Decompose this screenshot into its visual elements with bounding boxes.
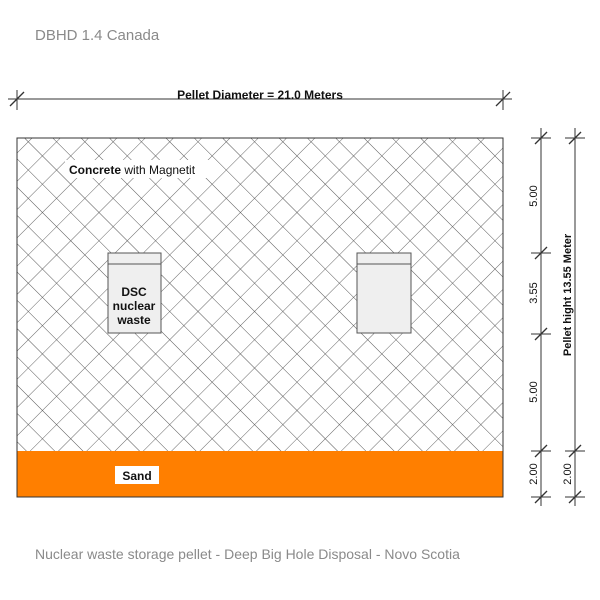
diagram-title: DBHD 1.4 Canada bbox=[35, 27, 160, 44]
dsc-container-left bbox=[108, 253, 161, 333]
concrete-label-rest: with Magnetit bbox=[121, 163, 196, 177]
concrete-hatch bbox=[17, 138, 503, 451]
dsc-label-line3: waste bbox=[117, 313, 151, 327]
segment-label-3: 5.00 bbox=[528, 381, 540, 403]
segment-dimension bbox=[528, 128, 551, 506]
concrete-label-bold: Concrete bbox=[69, 163, 122, 177]
sand-height-label: 2.00 bbox=[562, 463, 574, 485]
svg-text:Concrete with Magnetit bbox=[69, 163, 196, 177]
dsc-label-line2: nuclear bbox=[112, 299, 156, 313]
segment-label-1: 5.00 bbox=[528, 185, 540, 207]
diagram-caption: Nuclear waste storage pellet - Deep Big Hole Disposal - Novo Scotia bbox=[35, 546, 460, 562]
height-label: Pellet hight 13.55 Meter bbox=[562, 233, 574, 357]
height-dimension bbox=[562, 128, 585, 506]
diameter-label: Pellet Diameter = 21.0 Meters bbox=[177, 88, 343, 102]
diameter-dimension bbox=[8, 88, 512, 110]
sand-label bbox=[115, 466, 159, 484]
dsc-label-line1: DSC bbox=[121, 285, 147, 299]
segment-label-4: 2.00 bbox=[528, 463, 540, 485]
sand-layer bbox=[17, 451, 503, 497]
dsc-container-right bbox=[357, 253, 411, 333]
svg-text:Sand: Sand bbox=[122, 469, 152, 483]
segment-label-2: 3.55 bbox=[528, 282, 540, 304]
concrete-label bbox=[65, 160, 211, 178]
